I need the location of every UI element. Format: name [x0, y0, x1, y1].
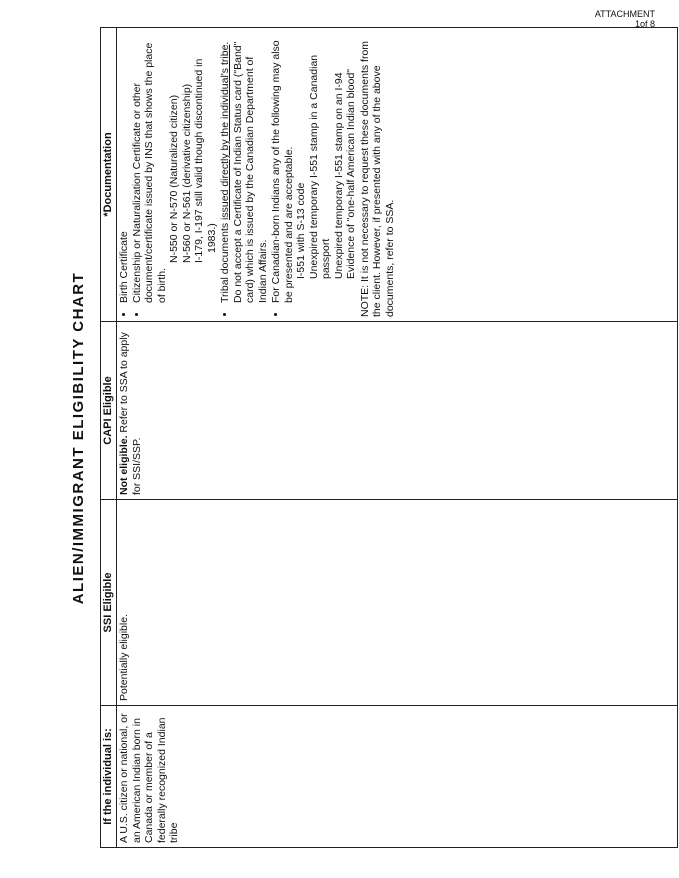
- attachment-label: [595, 9, 655, 29]
- header-capi: CAPI Eligible: [101, 322, 117, 500]
- doc-sub-i94: Unexpired temporary I-551 stamp on an I-94: [332, 72, 345, 279]
- header-individual: If the individual is:: [101, 706, 117, 848]
- header-ssi: SSI Eligible: [101, 500, 117, 706]
- doc-sub-n550: N-550 or N-570 (Naturalized citizen): [168, 94, 180, 263]
- doc-sub-blood: Evidence of "one-half American Indian blood": [345, 68, 357, 279]
- canadian-text: For Canadian-born Indians any of the following may also be presented and are acceptable.: [270, 40, 295, 303]
- rotated-page: [70, 28, 678, 848]
- doc-sub-i551: I-551 with S-13 code: [295, 182, 307, 279]
- tribal-pre: Tribal documents: [219, 219, 231, 303]
- doc-citizenship-text: Citizenship or Naturalization Certificate or other document/certificate issued by INS that shows the place of birth.: [130, 42, 168, 303]
- eligibility-table: [100, 27, 678, 848]
- attachment-title: ATTACHMENT: [594, 9, 655, 19]
- attachment-page: 1of 8: [634, 19, 655, 29]
- doc-sub-passport: Unexpired temporary I-551 stamp in a Canadian passport: [307, 54, 332, 279]
- doc-tribal-documents: [219, 32, 269, 303]
- cell-capi: [117, 322, 678, 500]
- doc-citizenship-certificate: [131, 32, 219, 303]
- cell-individual: A U.S. citizen or national, or an American Indian born in Canada or member of a federally recognized Indian tribe: [117, 706, 678, 848]
- capi-refer-text: Refer to SSA to apply for SSI/SSP.: [118, 332, 143, 495]
- tribal-post: . Do not accept a Certificate of Indian Status card ("Band" card) which is issued by the Canadian Department of Indian Affairs.: [219, 41, 269, 303]
- table-row: [117, 28, 678, 848]
- doc-birth-certificate: • Birth Certificate: [118, 32, 131, 303]
- doc-sub-n560: N-560 or N-561 (derivative citizenship): [180, 83, 193, 263]
- capi-not-eligible: Not eligible.: [118, 435, 130, 495]
- doc-canadian-born: [270, 32, 358, 303]
- doc-note: NOTE: It is not necessary to request these documents from the client. However, if presented with any of the above documents, refer to SSA.: [358, 40, 396, 317]
- page-title: ALIEN/IMMIGRANT ELIGIBILITY CHART: [70, 271, 87, 605]
- tribal-underlined: issued directly by the individual's tribe: [219, 44, 231, 220]
- documentation-list: [118, 32, 358, 317]
- doc-sub-i179: I-179, I-197 still valid though discontinued in 1983.): [193, 58, 218, 263]
- cell-documentation: [117, 28, 678, 322]
- header-documentation: *Documentation: [101, 28, 117, 322]
- table-header-row: [101, 28, 117, 848]
- cell-ssi: Potentially eligible.: [117, 500, 678, 706]
